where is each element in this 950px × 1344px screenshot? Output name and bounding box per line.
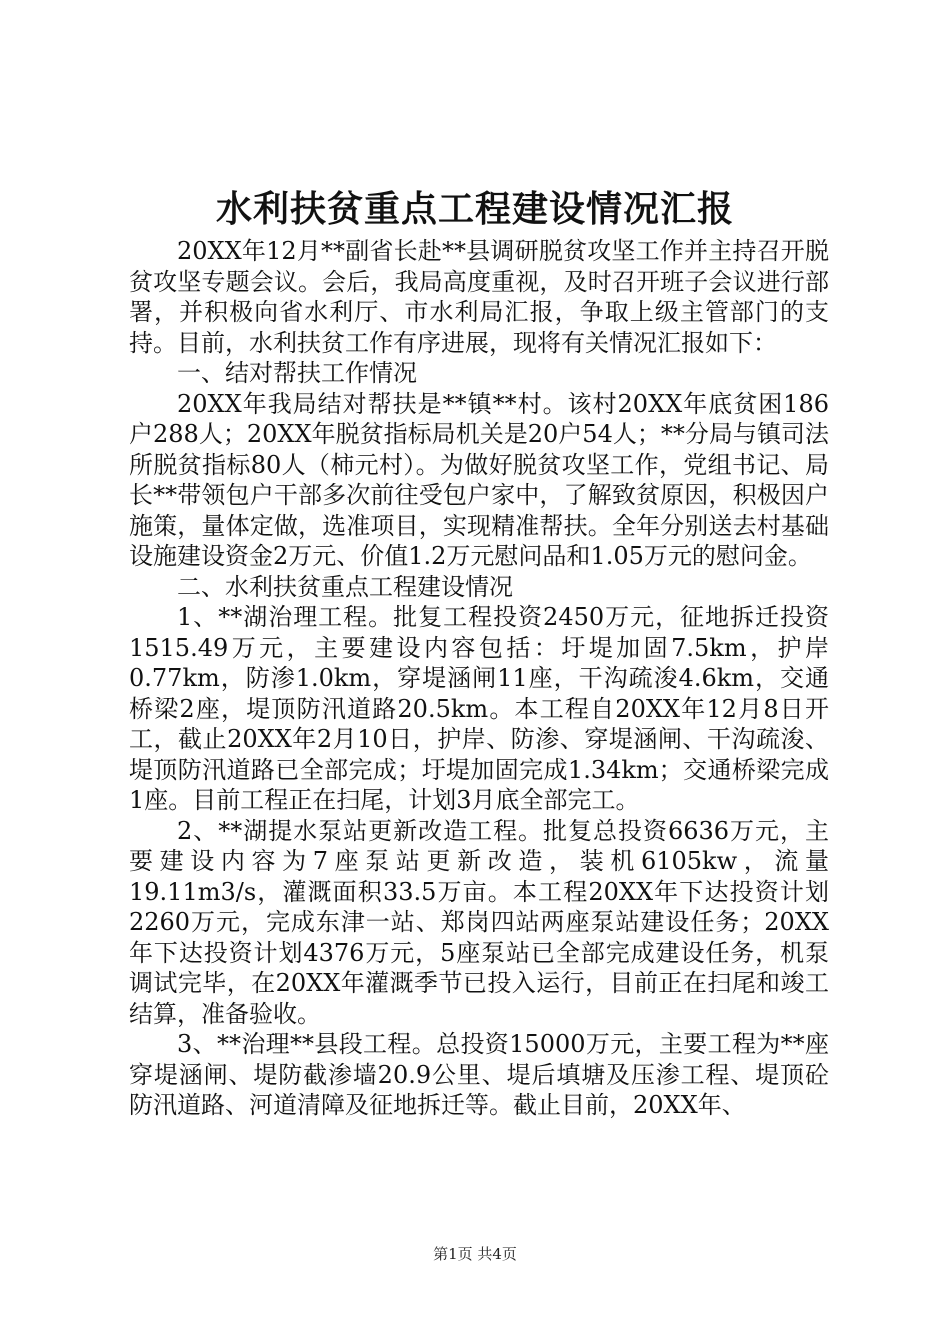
section-heading-2: 二、水利扶贫重点工程建设情况	[177, 572, 513, 601]
section-heading-1: 一、结对帮扶工作情况	[177, 359, 417, 387]
paragraph-pairing-support: 20XX年我局结对帮扶是**镇**村。该村20XX年底贫困186户288人；20XX年脱贫指标局机关是20户54人；**分局与镇司法所脱贫指标80人（柿元村）。为做好脱贫攻坚工作，党组书记、局长**带领包户干部多次前往受包户家中，了解致贫原因，积极因户施策，量体定做，选准项目，实现精准帮扶。全年分别送去村基础设施建设资金2万元、价值1.2万元慰问品和1.05万元的慰问金。	[129, 389, 829, 570]
document-body	[129, 236, 829, 1121]
paragraph-project-2: 2、**湖提水泵站更新改造工程。批复总投资6636万元，主要建设内容为7座泵站更新改造，装机6105kw，流量19.11m3/s，灌溉面积33.5万亩。本工程20XX年下达投资计划2260万元，完成东津一站、郑岗四站两座泵站建设任务；20XX年下达投资计划4376万元，5座泵站已全部完成建设任务，机泵调试完毕，在20XX年灌溉季节已投入运行，目前正在扫尾和竣工结算，准备验收。	[129, 816, 829, 1028]
page-footer: 第1页 共4页	[433, 1245, 517, 1263]
document-title: 水利扶贫重点工程建设情况汇报	[215, 188, 734, 230]
paragraph-project-1: 1、**湖治理工程。批复工程投资2450万元，征地拆迁投资1515.49万元，主要建设内容包括：圩堤加固7.5km，护岸0.77km，防渗1.0km，穿堤涵闸11座，干沟疏浚4.6km，交通桥梁2座，堤顶防汛道路20.5km。本工程自20XX年12月8日开工，截止20XX年2月10日，护岸、防渗、穿堤涵闸、干沟疏浚、堤顶防汛道路已全部完成；圩堤加固完成1.34km；交通桥梁完成1座。目前工程正在扫尾，计划3月底全部完工。	[129, 603, 829, 814]
paragraph-intro: 20XX年12月**副省长赴**县调研脱贫攻坚工作并主持召开脱贫攻坚专题会议。会后，我局高度重视，及时召开班子会议进行部署，并积极向省水利厅、市水利局汇报，争取上级主管部门的支持。目前，水利扶贫工作有序进展，现将有关情况汇报如下：	[129, 237, 829, 357]
paragraph-project-3: 3、**治理**县段工程。总投资15000万元，主要工程为**座穿堤涵闸、堤防截渗墙20.9公里、堤后填塘及压渗工程、堤顶砼防汛道路、河道清障及征地拆迁等。截止目前，20XX年、	[129, 1030, 829, 1119]
